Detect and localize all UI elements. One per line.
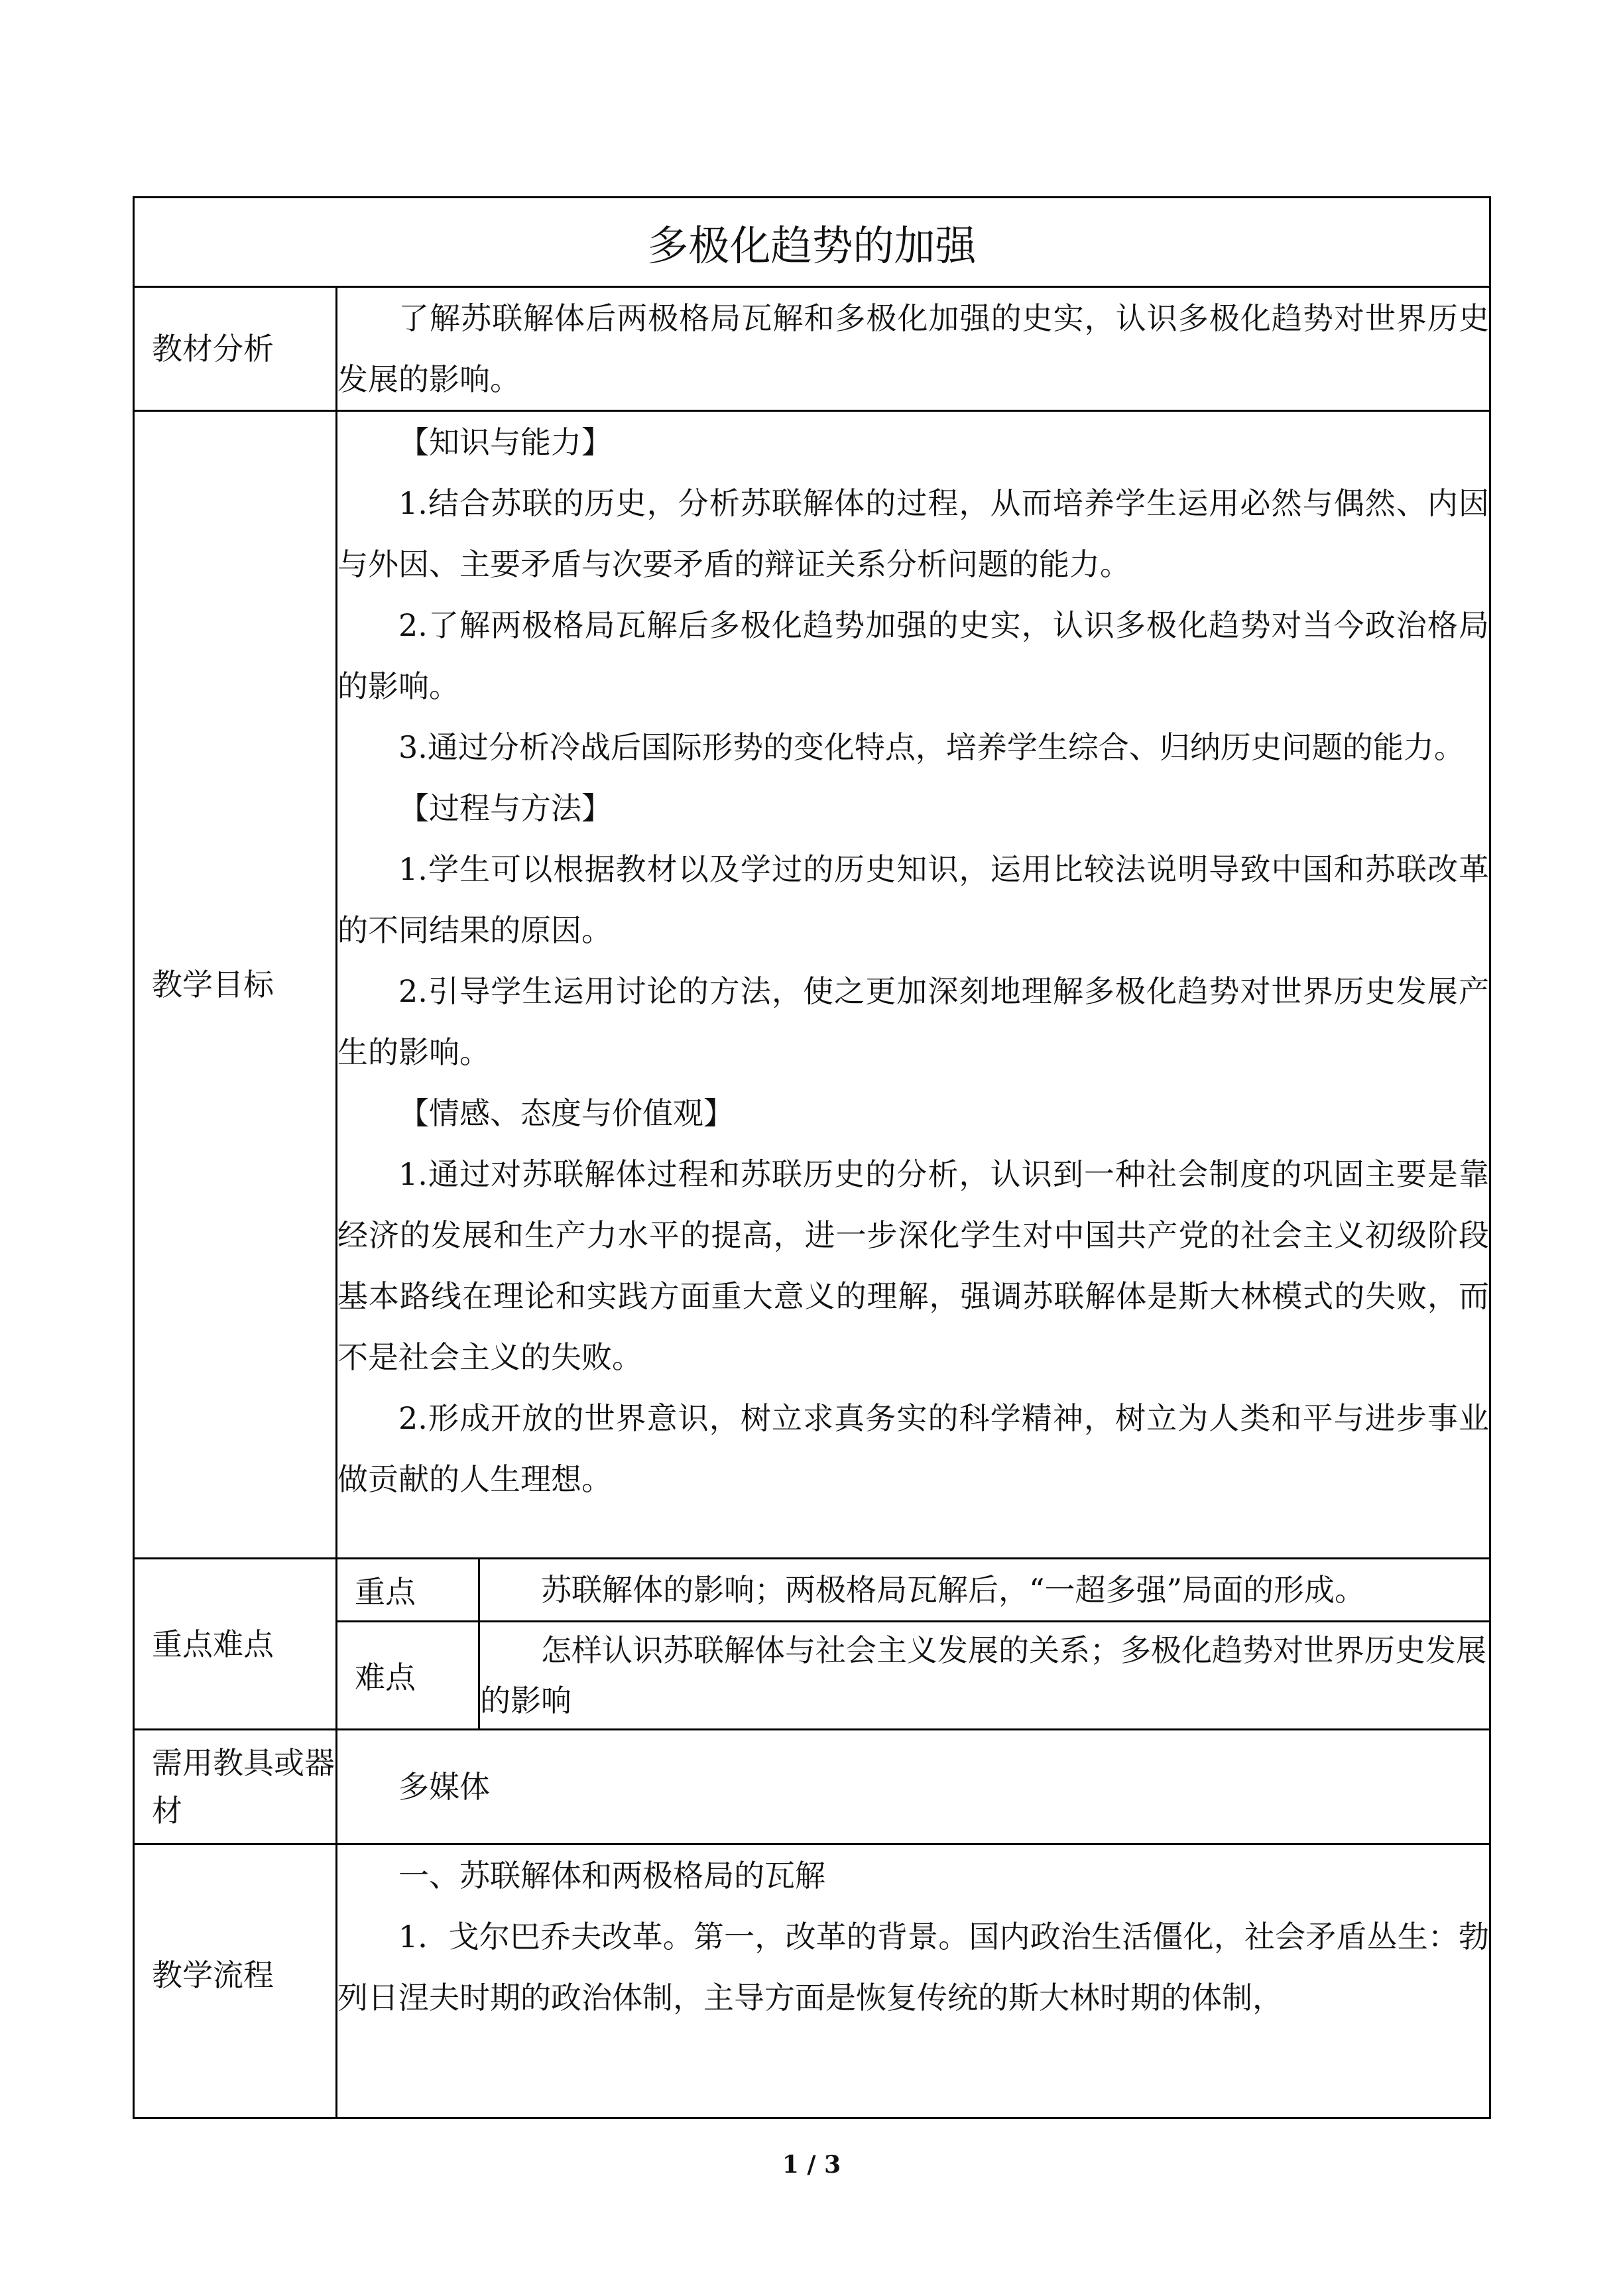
analysis-label: 教材分析 <box>134 287 337 411</box>
materials-row <box>134 1730 1490 1844</box>
flow-row <box>134 1844 1490 2118</box>
focus-label: 重点 <box>337 1559 479 1622</box>
difficulty-label: 难点 <box>337 1622 479 1730</box>
flow-content <box>337 1844 1490 2118</box>
objectives-paragraph: 3.通过分析冷战后国际形势的变化特点，培养学生综合、归纳历史问题的能力。 <box>398 729 1465 765</box>
flow-label: 教学流程 <box>134 1844 337 2118</box>
difficulty-row <box>134 1622 1490 1730</box>
flow-heading: 一、苏联解体和两极格局的瓦解 <box>398 1858 825 1894</box>
objectives-paragraph: 1.结合苏联的历史，分析苏联解体的过程，从而培养学生运用必然与偶然、内因与外因、主要矛盾与次要矛盾的辩证关系分析问题的能力。 <box>337 485 1490 582</box>
objectives-label: 教学目标 <box>134 411 337 1559</box>
objectives-paragraph: 1.通过对苏联解体过程和苏联历史的分析，认识到一种社会制度的巩固主要是靠经济的发展和生产力水平的提高，进一步深化学生对中国共产党的社会主义初级阶段基本路线在理论和实践方面重大意义的理解，强调苏联解体是斯大林模式的失败，而不是社会主义的失败。 <box>337 1156 1490 1375</box>
page-number: 1 / 3 <box>782 2151 841 2179</box>
focus-content <box>479 1559 1490 1622</box>
objectives-paragraph: 2.引导学生运用讨论的方法，使之更加深刻地理解多极化趋势对世界历史发展产生的影响。 <box>337 973 1490 1070</box>
lesson-plan-table <box>133 196 1491 2119</box>
analysis-content <box>337 287 1490 411</box>
objectives-heading-values: 【情感、态度与价值观】 <box>398 1095 734 1131</box>
objectives-paragraph: 2.形成开放的世界意识，树立求真务实的科学精神，树立为人类和平与进步事业做贡献的人生理想。 <box>337 1400 1490 1497</box>
analysis-text: 了解苏联解体后两极格局瓦解和多极化加强的史实，认识多极化趋势对世界历史发展的影响。 <box>337 300 1490 397</box>
objectives-heading-process: 【过程与方法】 <box>398 790 612 826</box>
focus-row <box>134 1559 1490 1622</box>
keypoints-label: 重点难点 <box>134 1559 337 1730</box>
objectives-heading-knowledge: 【知识与能力】 <box>398 424 612 460</box>
objectives-row <box>134 411 1490 1559</box>
objectives-paragraph: 1.学生可以根据教材以及学过的历史知识，运用比较法说明导致中国和苏联改革的不同结果的原因。 <box>337 851 1490 948</box>
objectives-paragraph: 2.了解两极格局瓦解后多极化趋势加强的史实，认识多极化趋势对当今政治格局的影响。 <box>337 607 1490 704</box>
focus-text: 苏联解体的影响；两极格局瓦解后，“一超多强”局面的形成。 <box>541 1572 1366 1608</box>
flow-paragraph: 1．戈尔巴乔夫改革。第一，改革的背景。国内政治生活僵化，社会矛盾丛生：勃列日涅夫时期的政治体制，主导方面是恢复传统的斯大林时期的体制， <box>337 1919 1490 2016</box>
analysis-row <box>134 287 1490 411</box>
materials-text: 多媒体 <box>398 1769 490 1805</box>
page-title: 多极化趋势的加强 <box>134 198 1490 287</box>
materials-label: 需用教具或器材 <box>134 1730 337 1844</box>
title-row <box>134 198 1490 287</box>
difficulty-content <box>479 1622 1490 1730</box>
materials-content <box>337 1730 1490 1844</box>
difficulty-text: 怎样认识苏联解体与社会主义发展的关系；多极化趋势对世界历史发展的影响 <box>480 1632 1486 1719</box>
objectives-content <box>337 411 1490 1559</box>
